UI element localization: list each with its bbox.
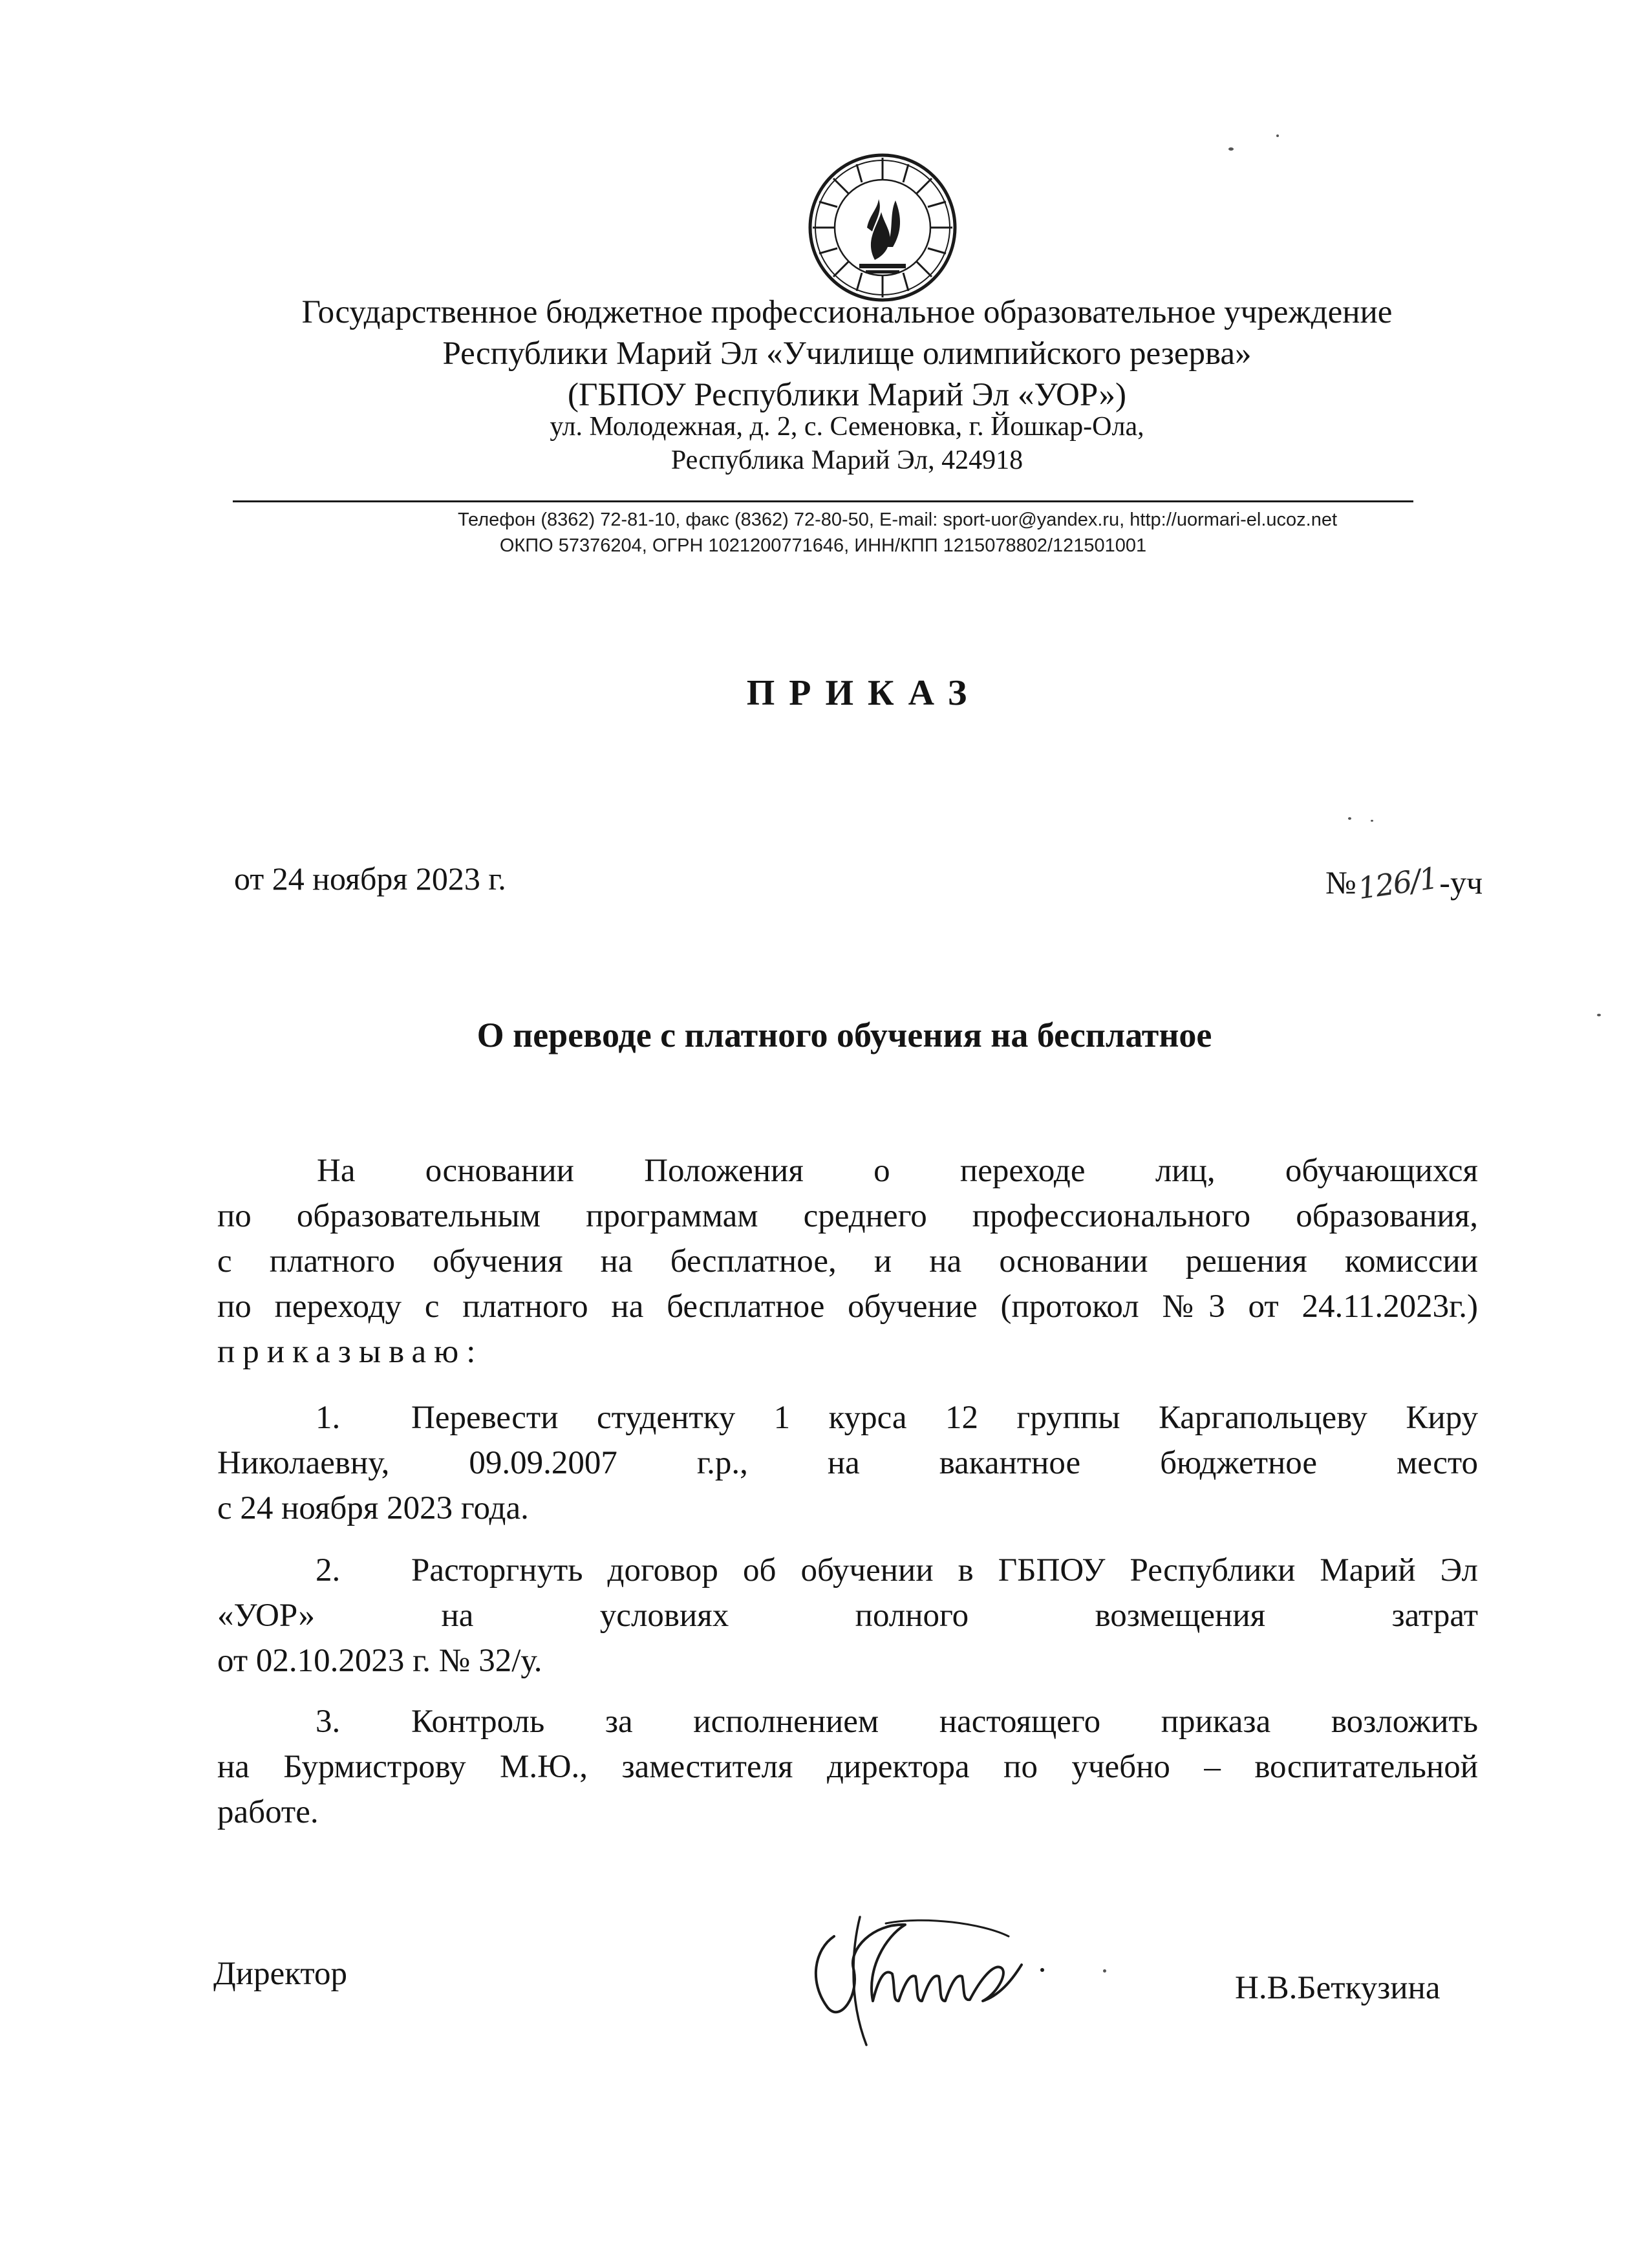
signatory-position: Директор [213,1956,347,1992]
preamble-line3: с платного обучения на бесплатное, и на основании решения комиссии [217,1243,1478,1279]
item-2-line3: от 02.10.2023 г. № 32/у. [217,1643,542,1679]
scan-speck [1597,1014,1601,1016]
org-name-line2: Республики Марий Эл «Училище олимпийского резерва» [442,336,1252,372]
item-1-line1: Перевести студентку 1 курса 12 группы Каргапольцеву Киру [411,1400,1478,1436]
item-3-line2: на Бурмистрову М.Ю., заместителя директора по учебно – воспитательной [217,1749,1478,1785]
scan-speck [1276,134,1279,137]
org-name-line1: Государственное бюджетное профессиональное образовательное учреждение [301,294,1393,330]
scan-speck [1371,820,1373,822]
item-2-number: 2. [316,1552,341,1589]
org-abbreviation: (ГБПОУ Республики Марий Эл «УОР») [567,377,1127,413]
scan-speck [1103,1969,1106,1973]
org-contacts: Телефон (8362) 72-81-10, факс (8362) 72-80-50, E-mail: sport-uor@yandex.ru, http://uormari-el.ucoz.net [457,509,1338,530]
document-number [1325,860,1483,906]
item-1-line2: Николаевну, 09.09.2007 г.р., на вакантное бюджетное место [217,1445,1478,1481]
item-3-line3: работе. [217,1794,319,1830]
institution-seal-emblem-icon [805,150,960,305]
item-1-number: 1. [316,1400,341,1436]
order-word: приказываю: [217,1334,484,1370]
item-2-line1: Расторгнуть договор об обучении в ГБПОУ Республики Марий Эл [411,1552,1478,1589]
preamble-line2: по образовательным программам среднего профессионального образования, [217,1198,1478,1234]
org-address-line1: ул. Молодежная, д. 2, с. Семеновка, г. Йошкар-Ола, [550,412,1144,442]
org-registration-codes: ОКПО 57376204, ОГРН 1021200771646, ИНН/КПП 1215078802/121501001 [499,535,1147,556]
scan-speck [1348,817,1351,820]
document-title: ПРИКАЗ [746,673,981,713]
item-3-line1: Контроль за исполнением настоящего приказа возложить [411,1704,1478,1740]
preamble-line1: На основании Положения о переходе лиц, обучающихся [317,1153,1478,1189]
item-1-line3: с 24 ноября 2023 года. [217,1490,529,1526]
scan-speck [1228,147,1234,151]
signatory-name: Н.В.Беткузина [1235,1970,1441,2006]
document-number-handwritten: 126/1 [1355,860,1439,906]
org-address-line2: Республика Марий Эл, 424918 [670,445,1023,475]
item-2-line2: «УОР» на условиях полного возмещения затрат [217,1598,1478,1634]
handwritten-signature-icon [789,1898,1086,2059]
preamble-line4: по переходу с платного на бесплатное обучение (протокол №3 от 24.11.2023г.) [217,1289,1478,1325]
document-number-prefix: № [1325,864,1356,901]
letterhead-divider [233,500,1413,502]
document-number-suffix: -уч [1439,864,1483,901]
document-subject: О переводе с платного обучения на бесплатное [477,1016,1212,1054]
document-date: от 24 ноября 2023 г. [234,861,506,897]
item-3-number: 3. [316,1704,341,1740]
